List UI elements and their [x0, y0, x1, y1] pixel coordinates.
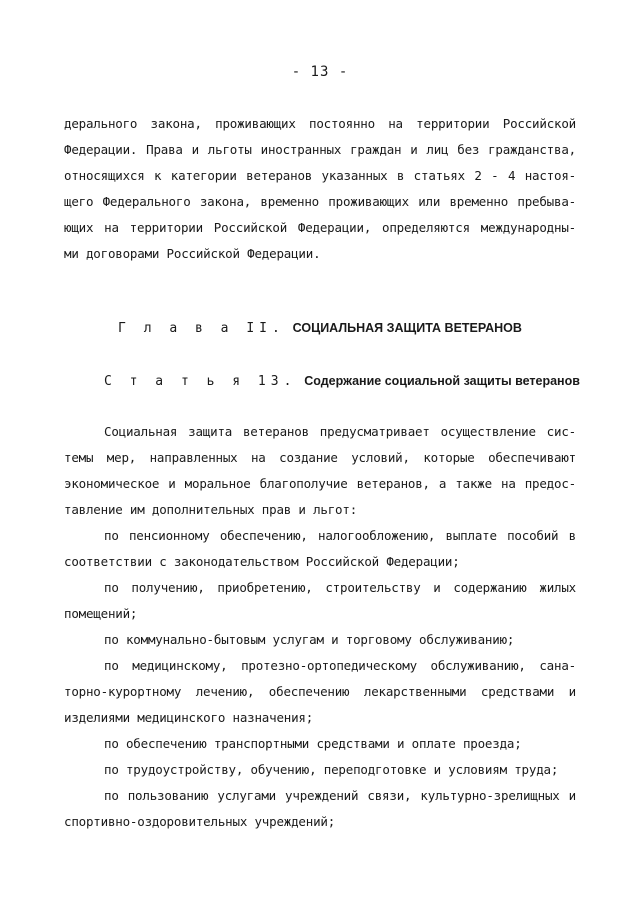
body-line: изделиями медицинского назначения;	[64, 710, 314, 725]
intro-line: щего Федерального закона, временно проживающих или временно пребыва-	[64, 194, 576, 209]
body-line: соответствии с законодательством Российской Федерации;	[64, 554, 460, 569]
body-line: тавление им дополнительных прав и льгот:	[64, 502, 358, 517]
body-line: по коммунально-бытовым услугам и торговому обслуживанию;	[104, 632, 515, 647]
chapter-label: Г л а в а II.	[118, 321, 285, 336]
article-heading	[104, 371, 580, 392]
body-line: по пользованию услугами учреждений связи, культурно-зрелищных и	[104, 788, 576, 803]
intro-line: относящихся к категории ветеранов указанных в статьях 2 - 4 настоя-	[64, 168, 576, 183]
intro-line: дерального закона, проживающих постоянно на территории Российской	[64, 116, 576, 131]
article-label: С т а т ь я 13.	[104, 374, 297, 389]
body-line: по трудоустройству, обучению, переподготовке и условиям труда;	[104, 762, 559, 777]
body-line: торно-курортному лечению, обеспечению лекарственными средствами и	[64, 684, 576, 699]
body-line: Социальная защита ветеранов предусматривает осуществление сис-	[104, 424, 576, 439]
intro-line: ющих на территории Российской Федерации, определяются международны-	[64, 220, 576, 235]
article-body	[64, 419, 576, 835]
body-line: экономическое и моральное благополучие ветеранов, а также на предос-	[64, 476, 576, 491]
body-line: спортивно-оздоровительных учреждений;	[64, 814, 336, 829]
body-line: помещений;	[64, 606, 138, 621]
chapter-heading	[0, 318, 640, 339]
intro-line: Федерации. Права и льготы иностранных граждан и лиц без гражданства,	[64, 142, 576, 157]
body-line: по пенсионному обеспечению, налогообложению, выплате пособий в	[104, 528, 576, 543]
intro-line: ми договорами Российской Федерации.	[64, 246, 321, 261]
body-line: темы мер, направленных на создание условий, которые обеспечивают	[64, 450, 576, 465]
chapter-title: СОЦИАЛЬНАЯ ЗАЩИТА ВЕТЕРАНОВ	[292, 321, 522, 335]
body-line: по медицинскому, протезно-ортопедическому обслуживанию, сана-	[104, 658, 576, 673]
article-title: Содержание социальной защиты ветеранов	[304, 374, 580, 388]
page-number: - 13 -	[291, 64, 349, 80]
intro-paragraph	[64, 111, 576, 267]
body-line: по получению, приобретению, строительству и содержанию жилых	[104, 580, 576, 595]
body-line: по обеспечению транспортными средствами и оплате проезда;	[104, 736, 522, 751]
